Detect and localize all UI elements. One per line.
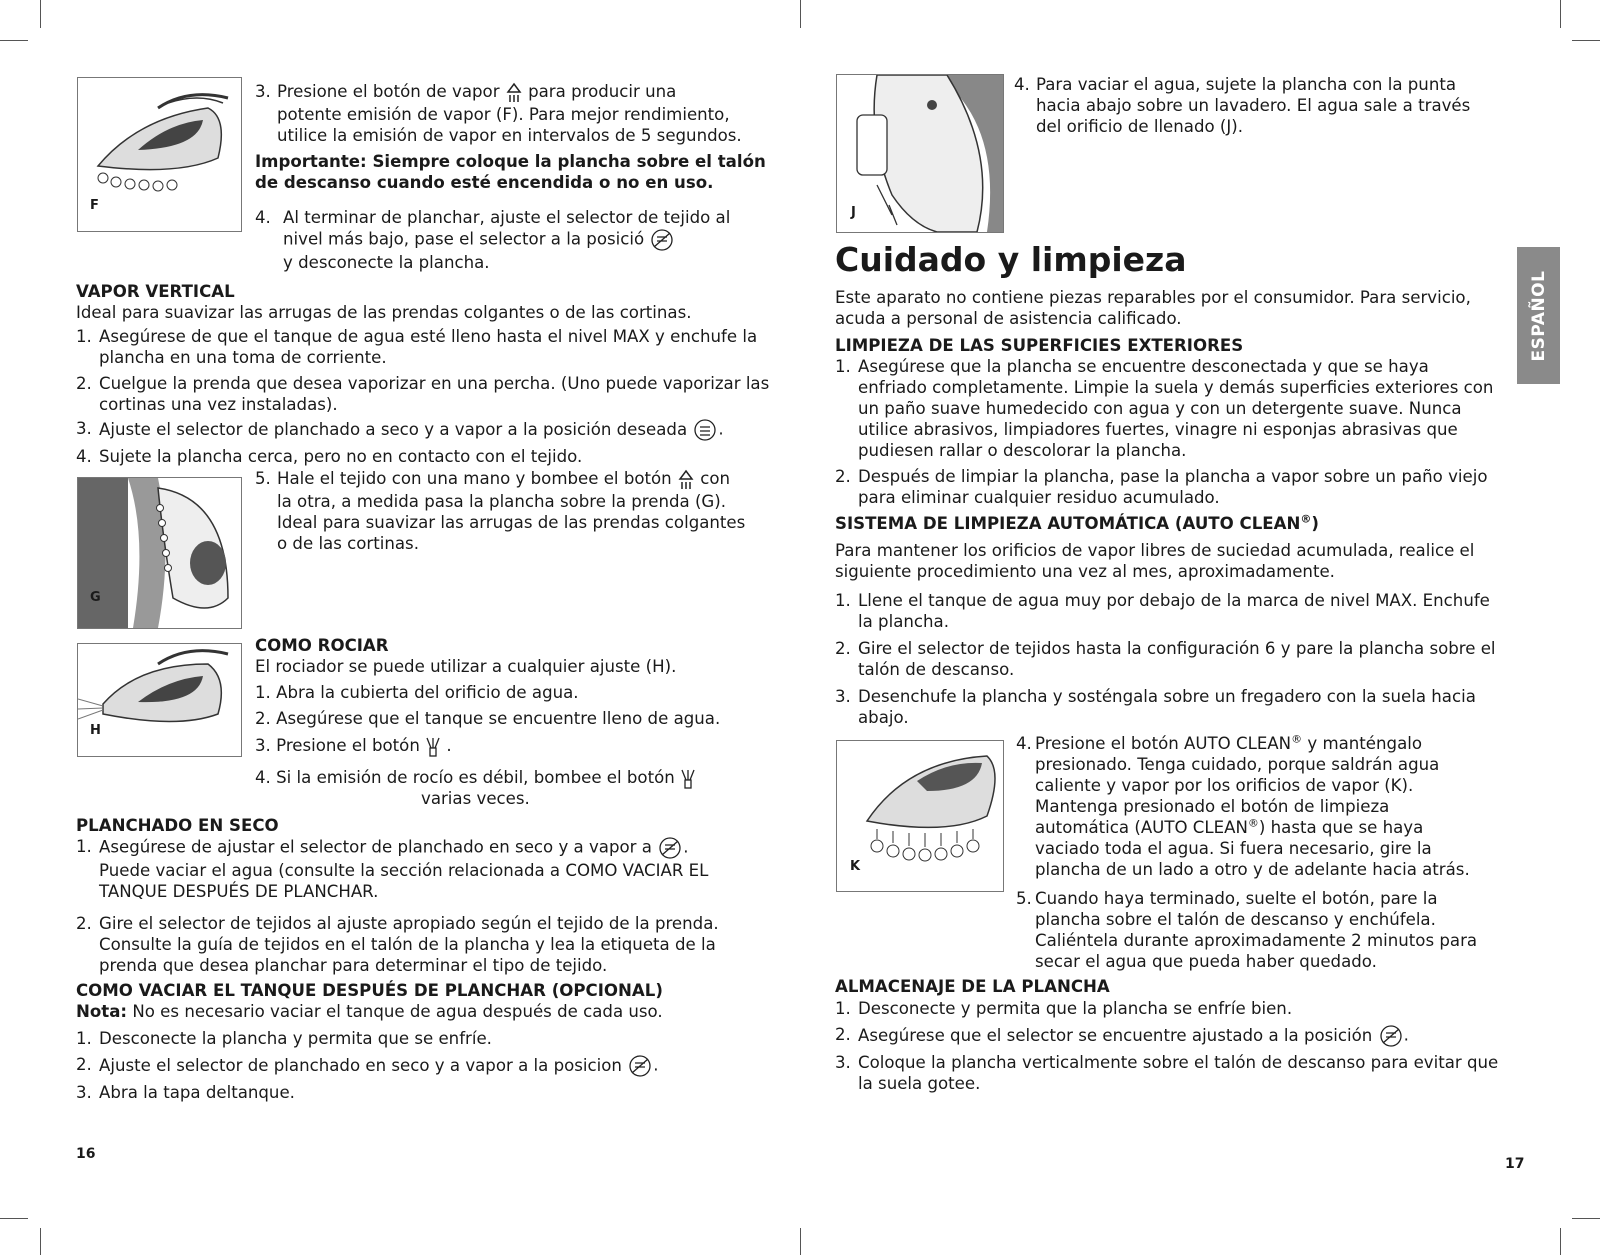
figure-label: H xyxy=(90,723,101,738)
vertical-steam-illustration xyxy=(78,478,241,628)
section-heading: LIMPIEZA DE LAS SUPERFICIES EXTERIORES xyxy=(835,336,1244,355)
spray-icon xyxy=(425,736,441,758)
section-intro: El rociador se puede utilizar a cualquier ajuste (H). xyxy=(255,657,677,676)
list-item: 2. Gire el selector de tejidos hasta la configuración 6 y pare la plancha sobre el talón de descanso. xyxy=(835,639,1496,679)
section-heading: SISTEMA DE LIMPIEZA AUTOMÁTICA (AUTO CLEAN®) xyxy=(835,512,1319,533)
section-intro: Ideal para suavizar las arrugas de las prendas colgantes o de las cortinas. xyxy=(76,303,692,322)
list-item: 2. Cuelgue la prenda que desea vaporizar en una percha. (Uno puede vaporizar las cortinas una vez instaladas). xyxy=(76,374,770,414)
crop-mark xyxy=(40,0,41,28)
figure-g-vertical-steam xyxy=(77,477,242,629)
crop-mark xyxy=(1560,0,1561,28)
section-heading: PLANCHADO EN SECO xyxy=(76,816,279,835)
list-item: 4. Si la emisión de rocío es débil, bombee el botón xyxy=(255,767,775,790)
figure-h-spray xyxy=(77,643,242,757)
list-item: 2. Gire el selector de tejidos al ajuste apropiado según el tejido de la prenda. Consulte la guía de tejidos en el talón de la plancha y lea la etiqueta de la prenda que desea planchar para determinar el tipo de tejido. xyxy=(76,914,719,975)
crop-mark xyxy=(1572,40,1600,41)
figure-k-auto-clean xyxy=(836,740,1004,892)
list-item: 4. Para vaciar el agua, sujete la plancha con la punta hacia abajo sobre un lavadero. El agua sale a través del orificio de llenado (J). xyxy=(1014,75,1471,136)
crop-mark xyxy=(800,1228,801,1255)
section-intro: Este aparato no contiene piezas reparables por el consumidor. Para servicio, acuda a personal de asistencia calificado. xyxy=(835,288,1471,328)
list-item: 3. Presione el botón . xyxy=(255,735,775,758)
crop-mark xyxy=(1560,1228,1561,1255)
list-item: 1. Desconecte la plancha y permita que se enfríe. xyxy=(76,1029,492,1048)
crop-mark xyxy=(1572,1218,1600,1219)
section-intro: Para mantener los orificios de vapor libres de suciedad acumulada, realice el siguiente procedimiento una vez al mes, aproximadamente. xyxy=(835,541,1475,581)
spray-illustration xyxy=(78,644,241,756)
crop-mark xyxy=(800,0,801,28)
list-item-continuation: varias veces. xyxy=(421,789,530,808)
section-heading: COMO ROCIAR xyxy=(255,636,389,655)
crop-mark xyxy=(40,1228,41,1255)
list-item: 4. Sujete la plancha cerca, pero no en contacto con el tejido. xyxy=(76,447,583,466)
list-item: 2. Ajuste el selector de planchado en seco y a vapor a la posicion . xyxy=(76,1054,776,1078)
list-item: 1. Desconecte y permita que la plancha se enfríe bien. xyxy=(835,999,1293,1018)
steam-off-icon xyxy=(1378,1024,1404,1048)
figure-label: K xyxy=(850,859,861,874)
list-item: 5. Cuando haya terminado, suelte el botón, pare la plancha sobre el talón de descanso y enchúfela. Caliéntela durante aproximadamente 2 minutos para secar el agua que pueda haber quedado. xyxy=(1016,889,1478,971)
steam-off-icon xyxy=(627,1054,653,1078)
list-item: 1. Asegúrese que la plancha se encuentre desconectada y que se haya enfriado completamente. Limpie la suela y demás superficies exteriores con un paño suave humedecido con agua y con un detergente suave. Nunca utilice abrasivos, limpiadores fuertes, vinagre ni esponjas abrasivas que pudiesen rallar o descolorar la plancha. xyxy=(835,357,1494,460)
list-item: 1. Abra la cubierta del orificio de agua. xyxy=(255,683,579,702)
section-heading: COMO VACIAR EL TANQUE DESPUÉS DE PLANCHAR (OPCIONAL) xyxy=(76,981,663,1000)
list-item: 4. Al terminar de planchar, ajuste el selector de tejido al nivel más bajo, pase el selector a la posició y desconecte la plancha. xyxy=(255,208,731,272)
steam-dial-icon xyxy=(692,418,718,442)
figure-j-emptying xyxy=(836,74,1004,233)
list-item: 3. Ajuste el selector de planchado a seco y a vapor a la posición deseada . xyxy=(76,418,776,442)
list-item: 2. Después de limpiar la plancha, pase la plancha a vapor sobre un paño viejo para eliminar cualquier residuo acumulado. xyxy=(835,467,1488,507)
auto-clean-illustration xyxy=(837,741,1003,891)
section-heading: ALMACENAJE DE LA PLANCHA xyxy=(835,977,1110,996)
list-item: 3. Presione el botón de vapor para producir una potente emisión de vapor (F). Para mejor rendimiento, utilice la emisión de vapor en intervalos de 5 segundos. xyxy=(255,82,742,145)
list-item: 3. Abra la tapa deltanque. xyxy=(76,1083,295,1102)
crop-mark xyxy=(0,40,28,41)
list-item: 1. Asegúrese de ajustar el selector de planchado en seco y a vapor a . Puede vaciar el agua (consulte la sección relacionada a COMO VACIAR EL TANQUE DESPUÉS DE PLANCHAR. xyxy=(76,837,709,901)
crop-mark xyxy=(0,1218,28,1219)
important-note: Importante: Siempre coloque la plancha sobre el talón de descanso cuando esté encendida o no en uso. xyxy=(255,152,766,192)
note: Nota: No es necesario vaciar el tanque de agua después de cada uso. xyxy=(76,1002,663,1021)
list-item: 3. Desenchufe la plancha y sosténgala sobre un fregadero con la suela hacia abajo. xyxy=(835,687,1476,727)
figure-label: F xyxy=(90,198,99,213)
page-number: 17 xyxy=(1505,1156,1525,1172)
language-tab: ESPAÑOL xyxy=(1517,247,1560,384)
list-item: 1. Llene el tanque de agua muy por debajo de la marca de nivel MAX. Enchufe la plancha. xyxy=(835,591,1490,631)
steam-off-icon xyxy=(657,836,683,860)
steam-off-icon xyxy=(649,228,675,252)
list-item: 2. Asegúrese que el selector se encuentre ajustado a la posición . xyxy=(835,1024,1500,1048)
list-item: 3. Coloque la plancha verticalmente sobre el talón de descanso para evitar que la suela gotee. xyxy=(835,1053,1499,1093)
list-item: 2. Asegúrese que el tanque se encuentre lleno de agua. xyxy=(255,709,721,728)
figure-label: G xyxy=(90,590,101,605)
list-item: 1. Asegúrese de que el tanque de agua esté lleno hasta el nivel MAX y enchufe la plancha en una toma de corriente. xyxy=(76,327,758,367)
list-item: 5. Hale el tejido con una mano y bombee el botón con la otra, a medida pasa la plancha sobre la prenda (G). Ideal para suavizar las arrugas de las prendas colgantes o de las cortinas. xyxy=(255,469,746,553)
steam-burst-icon xyxy=(505,82,523,104)
emptying-illustration xyxy=(837,75,1003,232)
page-number: 16 xyxy=(76,1146,96,1162)
figure-f-iron-steam-burst xyxy=(77,77,242,232)
section-heading: VAPOR VERTICAL xyxy=(76,282,235,301)
page-title: Cuidado y limpieza xyxy=(835,240,1187,279)
steam-burst-icon xyxy=(677,469,695,491)
figure-label: J xyxy=(851,205,856,220)
list-item: 4. Presione el botón AUTO CLEAN® y manténgalo presionado. Tenga cuidado, porque saldrán agua caliente y vapor por los orificios de vapor (K). Mantenga presionado el botón de limpieza automática (AUTO CLEAN®) hasta que se haya vaciado toda el agua. Si fuera necesario, gire la plancha de un lado a otro y de adelante hacia atrás. xyxy=(1016,732,1470,879)
spray-icon xyxy=(680,768,696,790)
iron-illustration xyxy=(78,78,241,231)
